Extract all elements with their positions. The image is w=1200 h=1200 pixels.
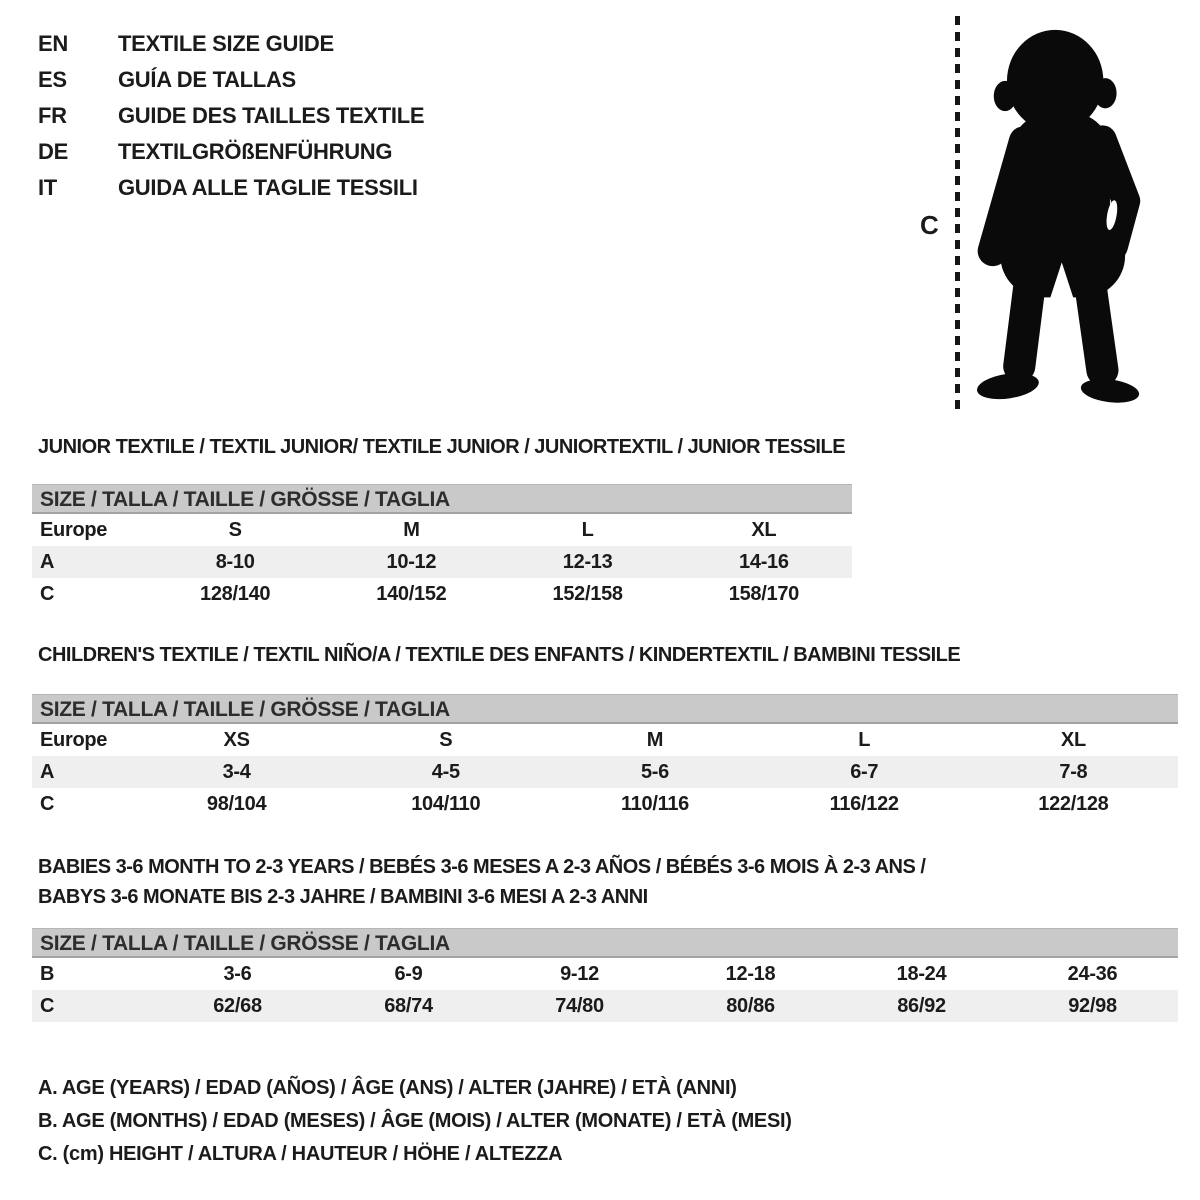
cell-value: 92/98 bbox=[1068, 995, 1117, 1017]
section-title bbox=[32, 852, 1178, 912]
cell-value: XL bbox=[1060, 729, 1086, 751]
row-label: B bbox=[40, 963, 55, 985]
cell-value: L bbox=[858, 729, 871, 751]
section-childrens-textile bbox=[32, 642, 1178, 820]
language-code: FR bbox=[38, 103, 67, 128]
cell-value: 3-4 bbox=[222, 761, 251, 783]
table-row bbox=[32, 578, 852, 610]
language-title: GUIDE DES TAILLES TEXTILE bbox=[118, 103, 425, 128]
table-row bbox=[32, 514, 852, 546]
row-label: C bbox=[40, 793, 55, 815]
cell-value: 12-13 bbox=[562, 551, 613, 573]
section-junior-textile bbox=[32, 434, 852, 610]
cell-value: 8-10 bbox=[215, 551, 255, 573]
cell-value: 122/128 bbox=[1038, 793, 1109, 815]
height-measure-label: C bbox=[920, 210, 939, 240]
height-measure-dashed-line bbox=[955, 16, 960, 416]
table-header-bar: SIZE / TALLA / TAILLE / GRÖSSE / TAGLIA bbox=[32, 928, 1178, 958]
row-label: A bbox=[40, 551, 55, 573]
language-title: GUÍA DE TALLAS bbox=[118, 67, 296, 92]
table-row bbox=[32, 724, 1178, 756]
language-list bbox=[38, 26, 424, 206]
table-row bbox=[32, 546, 852, 578]
row-label: C bbox=[40, 583, 55, 605]
cell-value: 110/116 bbox=[620, 793, 689, 815]
cell-value: XS bbox=[223, 729, 250, 751]
cell-value: 14-16 bbox=[739, 551, 789, 573]
cell-value: 10-12 bbox=[386, 551, 437, 573]
language-title: TEXTILE SIZE GUIDE bbox=[118, 31, 334, 56]
section-title: JUNIOR TEXTILE / TEXTIL JUNIOR/ TEXTILE JUNIOR / JUNIORTEXTIL / JUNIOR TESSILE bbox=[38, 436, 846, 458]
language-code: EN bbox=[38, 31, 68, 56]
legend-line-b: B. AGE (MONTHS) / EDAD (MESES) / ÂGE (MOIS) / ALTER (MONATE) / ETÀ (MESI) bbox=[38, 1110, 792, 1132]
table-row bbox=[32, 958, 1178, 990]
cell-value: 9-12 bbox=[560, 963, 599, 985]
cell-value: 4-5 bbox=[431, 761, 460, 783]
cell-value: S bbox=[228, 519, 242, 541]
language-row bbox=[38, 134, 424, 170]
cell-value: 80/86 bbox=[726, 995, 775, 1017]
cell-value: 18-24 bbox=[896, 963, 947, 985]
cell-value: M bbox=[403, 519, 420, 541]
toddler-silhouette bbox=[972, 18, 1144, 416]
cell-value: L bbox=[581, 519, 594, 541]
language-row bbox=[38, 170, 424, 206]
cell-value: 74/80 bbox=[555, 995, 604, 1017]
row-label: Europe bbox=[40, 729, 108, 751]
cell-value: 98/104 bbox=[206, 793, 267, 815]
cell-value: M bbox=[646, 729, 664, 751]
cell-value: 3-6 bbox=[223, 963, 252, 985]
cell-value: 24-36 bbox=[1067, 963, 1118, 985]
section-title-line-1: BABIES 3-6 MONTH TO 2-3 YEARS / BEBÉS 3-6 MESES A 2-3 AÑOS / BÉBÉS 3-6 MOIS À 2-3 ANS / bbox=[38, 856, 926, 878]
cell-value: 62/68 bbox=[213, 995, 262, 1017]
legend-line-c: C. (cm) HEIGHT / ALTURA / HAUTEUR / HÖHE / ALTEZZA bbox=[38, 1143, 563, 1165]
language-row bbox=[38, 98, 424, 134]
table-row bbox=[32, 788, 1178, 820]
table-header-bar: SIZE / TALLA / TAILLE / GRÖSSE / TAGLIA bbox=[32, 484, 852, 514]
cell-value: 140/152 bbox=[376, 583, 447, 605]
language-row bbox=[38, 62, 424, 98]
language-code: IT bbox=[38, 175, 57, 200]
language-code: ES bbox=[38, 67, 67, 92]
cell-value: 116/122 bbox=[829, 793, 899, 815]
cell-value: 152/158 bbox=[552, 583, 623, 605]
legend bbox=[38, 1072, 792, 1171]
cell-value: 104/110 bbox=[411, 793, 481, 815]
row-label: C bbox=[40, 995, 55, 1017]
cell-value: 68/74 bbox=[384, 995, 433, 1017]
size-table bbox=[32, 724, 1178, 820]
language-code: DE bbox=[38, 139, 68, 164]
language-row bbox=[38, 26, 424, 62]
table-row bbox=[32, 756, 1178, 788]
cell-value: 5-6 bbox=[640, 761, 669, 783]
language-title: TEXTILGRÖßENFÜHRUNG bbox=[118, 139, 393, 164]
cell-value: 128/140 bbox=[200, 583, 271, 605]
section-title: CHILDREN'S TEXTILE / TEXTIL NIÑO/A / TEXTILE DES ENFANTS / KINDERTEXTIL / BAMBINI TESSILE bbox=[38, 644, 961, 666]
cell-value: 7-8 bbox=[1059, 761, 1088, 783]
section-babies-textile bbox=[32, 852, 1178, 1022]
table-row bbox=[32, 990, 1178, 1022]
cell-value: 6-9 bbox=[394, 963, 423, 985]
size-table bbox=[32, 514, 852, 610]
row-label: Europe bbox=[40, 519, 108, 541]
legend-line-a: A. AGE (YEARS) / EDAD (AÑOS) / ÂGE (ANS) / ALTER (JAHRE) / ETÀ (ANNI) bbox=[38, 1077, 737, 1099]
cell-value: XL bbox=[751, 519, 777, 541]
cell-value: 12-18 bbox=[725, 963, 776, 985]
language-title: GUIDA ALLE TAGLIE TESSILI bbox=[118, 175, 418, 200]
cell-value: S bbox=[439, 729, 453, 751]
cell-value: 158/170 bbox=[728, 583, 799, 605]
cell-value: 86/92 bbox=[897, 995, 946, 1017]
cell-value: 6-7 bbox=[850, 761, 879, 783]
section-title-line-2: BABYS 3-6 MONATE BIS 2-3 JAHRE / BAMBINI 3-6 MESI A 2-3 ANNI bbox=[38, 886, 648, 908]
table-header-bar: SIZE / TALLA / TAILLE / GRÖSSE / TAGLIA bbox=[32, 694, 1178, 724]
size-table bbox=[32, 958, 1178, 1022]
row-label: A bbox=[40, 761, 55, 783]
